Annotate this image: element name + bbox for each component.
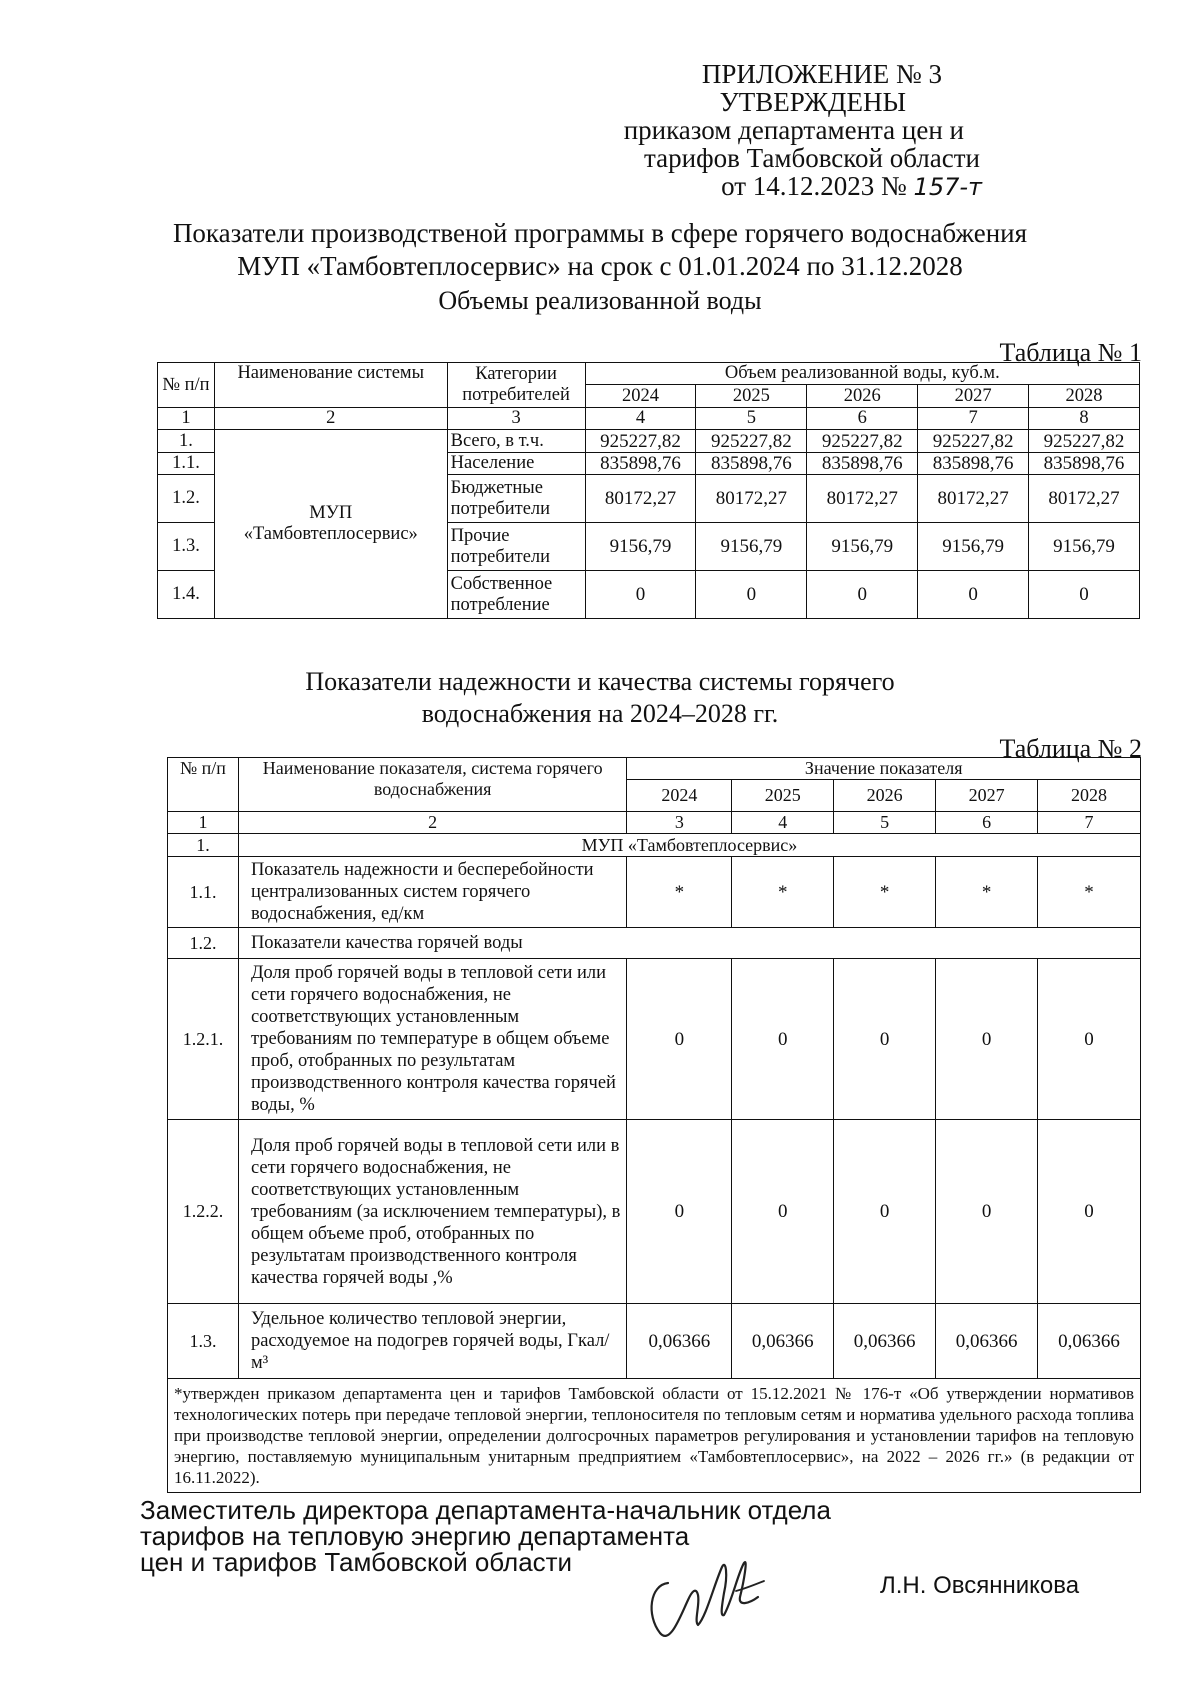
col-number: 4 <box>732 812 834 834</box>
col-number: 2 <box>214 408 447 430</box>
document-title-line2: МУП «Тамбовтеплосервис» на срок с 01.01.2024 по 31.12.2028 <box>237 251 963 281</box>
table2-label: Таблица № 2 <box>999 734 1142 763</box>
row-num: 1.1. <box>158 453 215 475</box>
cell-value: 0 <box>732 1120 834 1304</box>
cell-value: 9156,79 <box>807 523 918 571</box>
indicator-name: Доля проб горячей воды в тепловой сети или в сети горячего водоснабжения, не соответствующих установленным требованиям (за исключением температуры), в общем объеме проб, отобранных по результатам производственного контроля качества горячей воды ,% <box>238 1120 626 1304</box>
col-number: 4 <box>585 408 696 430</box>
row-num: 1.4. <box>158 571 215 619</box>
col-number: 1 <box>168 812 239 834</box>
handwritten-order-number: 157-т <box>913 173 982 201</box>
cell-value: 925227,82 <box>807 430 918 453</box>
signer-position-line1: Заместитель директора департамента-начальник отдела <box>140 1495 831 1525</box>
cell-value: 0 <box>918 571 1029 619</box>
cell-value: 0 <box>696 571 807 619</box>
row-num: 1.3. <box>168 1304 239 1379</box>
row-num: 1.1. <box>168 857 239 928</box>
cell-value: 0 <box>732 959 834 1120</box>
reliability-table <box>167 757 1141 1493</box>
table1-heading: Объемы реализованной воды <box>438 286 762 315</box>
system-name-line1: МУП <box>309 503 353 523</box>
cell-value: 0 <box>834 1120 936 1304</box>
year-header: 2025 <box>696 385 807 408</box>
signer-position-line2: тарифов на тепловую энергию департамента <box>140 1521 690 1551</box>
header-num: № п/п <box>168 758 239 812</box>
table2-heading <box>120 666 1080 730</box>
cell-value: 0,06366 <box>627 1304 732 1379</box>
cell-value: 0 <box>627 1120 732 1304</box>
cell-value: 80172,27 <box>1029 475 1140 523</box>
row-category: Бюджетные потребители <box>447 475 585 523</box>
row-num: 1. <box>158 430 215 453</box>
approved-label: УТВЕРЖДЕНЫ <box>719 87 906 117</box>
col-number: 6 <box>936 812 1038 834</box>
year-header: 2026 <box>807 385 918 408</box>
cell-value: 0,06366 <box>732 1304 834 1379</box>
col-number: 2 <box>238 812 626 834</box>
col-number: 7 <box>1038 812 1141 834</box>
cell-value: * <box>834 857 936 928</box>
header-system: Наименование системы <box>214 363 447 408</box>
cell-value: 835898,76 <box>585 453 696 475</box>
footnote-row <box>168 1379 1141 1493</box>
system-name <box>214 430 447 619</box>
org-name: МУП «Тамбовтеплосервис» <box>238 834 1140 857</box>
document-title-line1: Показатели производственой программы в сфере горячего водоснабжения <box>172 218 1028 248</box>
signer-name: Л.Н. Овсянникова <box>880 1572 1080 1599</box>
handwritten-signature <box>640 1545 790 1650</box>
indicator-name: Доля проб горячей воды в тепловой сети или сети горячего водоснабжения, не соответствующих установленным требованиям по температуре в общем объеме проб, отобранных по результатам производственного контроля качества горячей воды, % <box>238 959 626 1120</box>
cell-value: 9156,79 <box>1029 523 1140 571</box>
table-row <box>168 959 1141 1120</box>
header-volume: Объем реализованной воды, куб.м. <box>585 363 1139 385</box>
table-row <box>168 1120 1141 1304</box>
table2-heading-line2: водоснабжения на 2024–2028 гг. <box>421 699 779 728</box>
row-category: Прочие потребители <box>447 523 585 571</box>
cell-value: 0 <box>1038 959 1141 1120</box>
table-row <box>158 430 1140 453</box>
approval-date-line <box>624 172 982 201</box>
cell-value: * <box>1038 857 1141 928</box>
cell-value: 0 <box>585 571 696 619</box>
indicator-name: Удельное количество тепловой энергии, расходуемое на подогрев горячей воды, Гкал/м³ <box>238 1304 626 1379</box>
table2-heading-line1: Показатели надежности и качества системы горячего <box>305 667 895 696</box>
cell-value: 835898,76 <box>696 453 807 475</box>
year-header: 2027 <box>936 780 1038 812</box>
row-num: 1.2. <box>168 928 239 959</box>
approval-block <box>624 60 982 201</box>
table-row <box>168 1304 1141 1379</box>
col-number: 6 <box>807 408 918 430</box>
table-row <box>168 857 1141 928</box>
cell-value: 0 <box>834 959 936 1120</box>
cell-value: 0 <box>1038 1120 1141 1304</box>
cell-value: 80172,27 <box>585 475 696 523</box>
approval-authority: тарифов Тамбовской области <box>644 143 980 173</box>
cell-value: 80172,27 <box>918 475 1029 523</box>
row-category: Всего, в т.ч. <box>447 430 585 453</box>
cell-value: 0 <box>1029 571 1140 619</box>
signer-position-line3: цен и тарифов Тамбовской области <box>140 1547 573 1577</box>
cell-value: 925227,82 <box>696 430 807 453</box>
col-number: 3 <box>627 812 732 834</box>
cell-value: 0,06366 <box>1038 1304 1141 1379</box>
header-num: № п/п <box>158 363 215 408</box>
system-name-line2: «Тамбовтеплосервис» <box>243 524 418 544</box>
cell-value: 0 <box>627 959 732 1120</box>
cell-value: * <box>936 857 1038 928</box>
row-num: 1.3. <box>158 523 215 571</box>
footnote: *утвержден приказом департамента цен и тарифов Тамбовской области от 15.12.2021 № 176-т «Об утверждении нормативов технологических потерь при передаче тепловой энергии, теплоносителя по тепловым сетям и норматива удельного расхода топлива при производстве тепловой энергии, определении долгосрочных параметров регулирования и установлении тарифов на тепловую энергию, поставляемую муниципальным унитарным предприятием «Тамбовтеплосервис», на 2022 – 2026 гг.» (в редакции от 16.11.2022). <box>168 1379 1141 1493</box>
cell-value: 835898,76 <box>1029 453 1140 475</box>
cell-value: 925227,82 <box>918 430 1029 453</box>
table-row <box>168 834 1141 857</box>
cell-value: * <box>627 857 732 928</box>
approval-date: от 14.12.2023 № <box>721 171 907 201</box>
approval-order-text: приказом департамента цен и <box>623 115 964 145</box>
row-category: Население <box>447 453 585 475</box>
header-name: Наименование показателя, система горячего водоснабжения <box>238 758 626 812</box>
indicator-name: Показатель надежности и бесперебойности централизованных систем горячего водоснабжения, ед/км <box>238 857 626 928</box>
year-header: 2025 <box>732 780 834 812</box>
cell-value: 835898,76 <box>807 453 918 475</box>
table-row <box>168 928 1141 959</box>
volumes-table <box>157 362 1140 619</box>
cell-value: * <box>732 857 834 928</box>
col-number: 5 <box>696 408 807 430</box>
cell-value: 925227,82 <box>585 430 696 453</box>
header-category: Категории потребителей <box>447 363 585 408</box>
year-header: 2028 <box>1038 780 1141 812</box>
cell-value: 9156,79 <box>918 523 1029 571</box>
appendix-number: ПРИЛОЖЕНИЕ № 3 <box>701 59 942 89</box>
col-number: 5 <box>834 812 936 834</box>
header-value: Значение показателя <box>627 758 1141 780</box>
row-category: Собственное потребление <box>447 571 585 619</box>
indicator-name: Показатели качества горячей воды <box>238 928 1140 959</box>
cell-value: 9156,79 <box>696 523 807 571</box>
row-num: 1.2. <box>158 475 215 523</box>
cell-value: 0 <box>936 959 1038 1120</box>
col-number: 1 <box>158 408 215 430</box>
year-header: 2026 <box>834 780 936 812</box>
row-num: 1. <box>168 834 239 857</box>
col-number: 3 <box>447 408 585 430</box>
cell-value: 835898,76 <box>918 453 1029 475</box>
row-num: 1.2.1. <box>168 959 239 1120</box>
year-header: 2027 <box>918 385 1029 408</box>
col-number: 7 <box>918 408 1029 430</box>
cell-value: 925227,82 <box>1029 430 1140 453</box>
cell-value: 0 <box>807 571 918 619</box>
year-header: 2024 <box>585 385 696 408</box>
cell-value: 80172,27 <box>696 475 807 523</box>
year-header: 2024 <box>627 780 732 812</box>
col-number: 8 <box>1029 408 1140 430</box>
cell-value: 0,06366 <box>936 1304 1038 1379</box>
document-title <box>120 217 1080 283</box>
table1-label: Таблица № 1 <box>999 338 1142 367</box>
cell-value: 0,06366 <box>834 1304 936 1379</box>
cell-value: 9156,79 <box>585 523 696 571</box>
row-num: 1.2.2. <box>168 1120 239 1304</box>
cell-value: 0 <box>936 1120 1038 1304</box>
cell-value: 80172,27 <box>807 475 918 523</box>
year-header: 2028 <box>1029 385 1140 408</box>
